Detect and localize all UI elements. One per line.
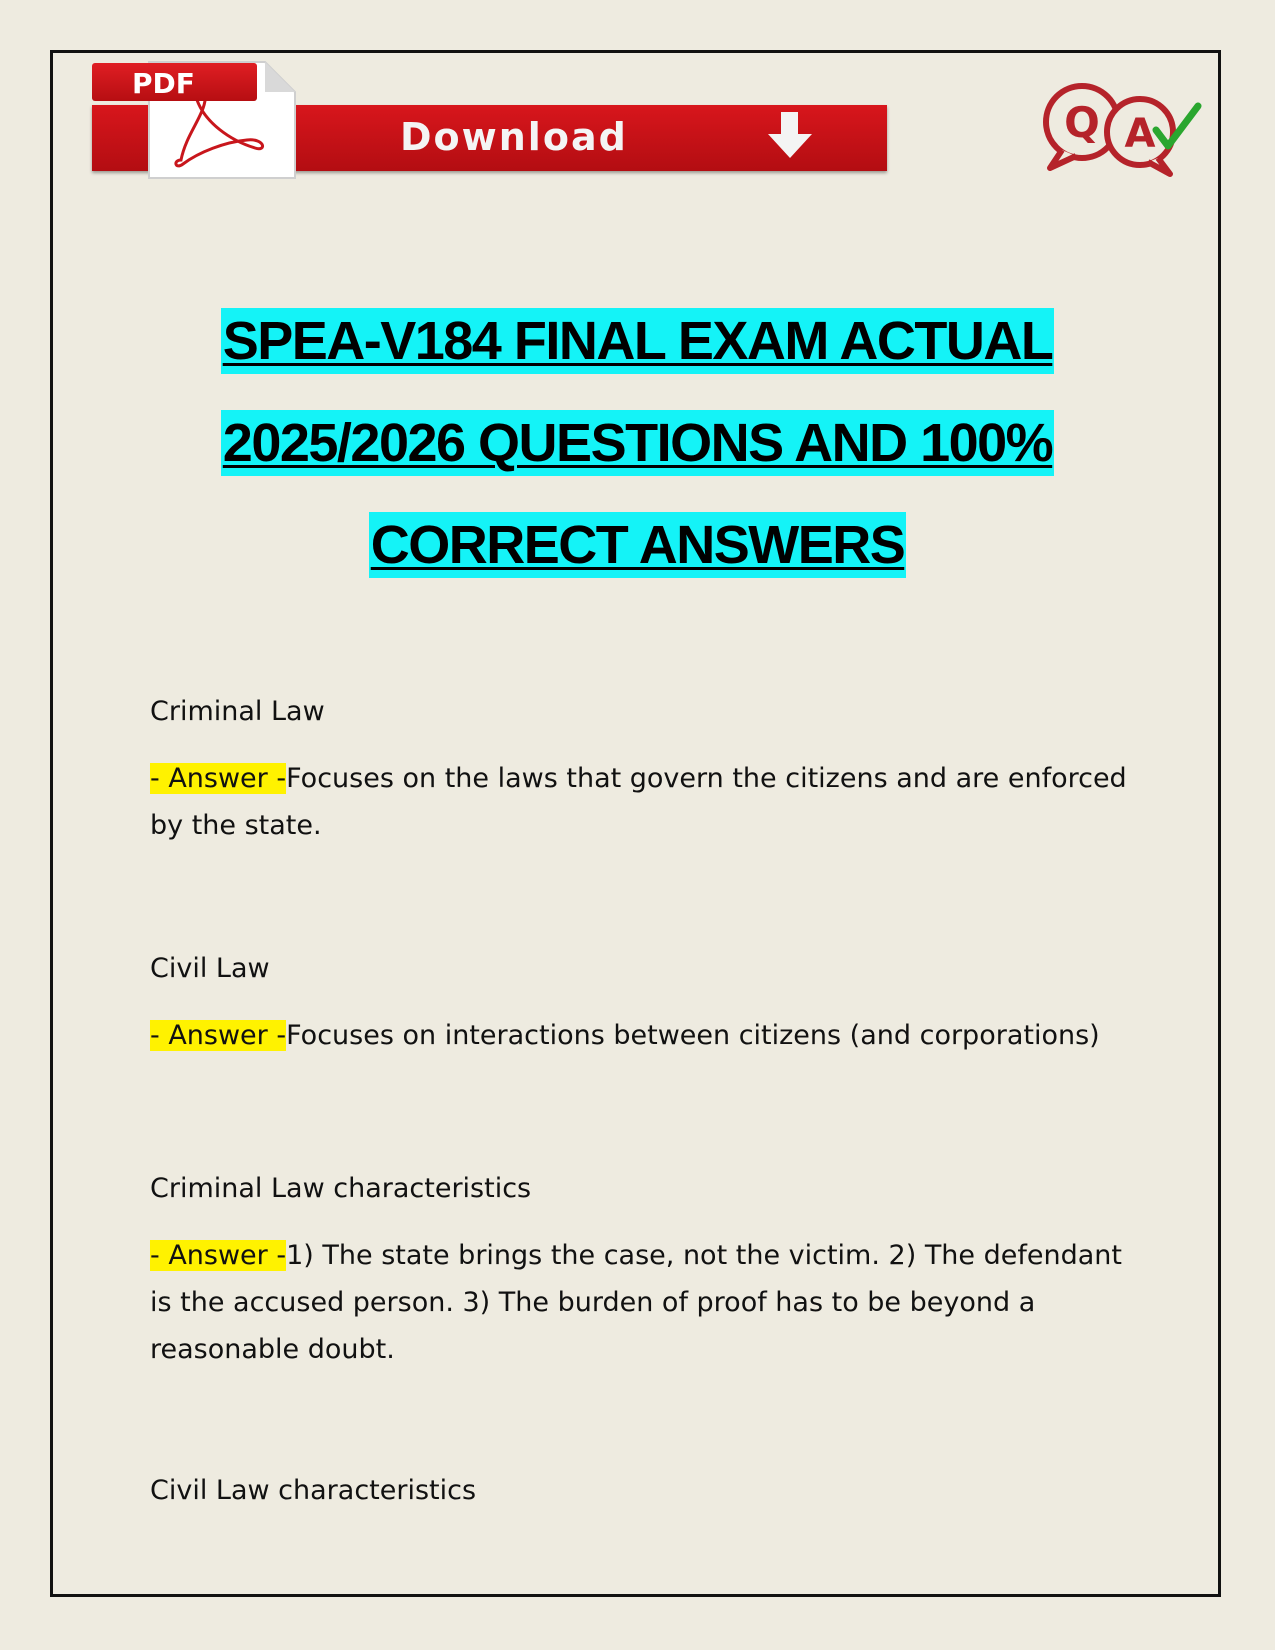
answer-body: Focuses on interactions between citizens (and corporations) xyxy=(286,1020,1100,1051)
answer-body: Focuses on the laws that govern the citizens and are enforced by the state. xyxy=(150,763,1127,841)
title-line-1: SPEA-V184 FINAL EXAM ACTUAL xyxy=(221,308,1055,374)
answer-text xyxy=(150,755,1130,849)
answer-prefix: - Answer - xyxy=(150,763,287,794)
qa-content xyxy=(150,688,1130,1514)
qa-logo-a: A xyxy=(1124,111,1156,157)
pdf-tab xyxy=(92,63,257,101)
question-text: Civil Law xyxy=(150,953,270,984)
answer-text xyxy=(150,1232,1130,1373)
answer-prefix: - Answer - xyxy=(150,1020,287,1051)
qa-item xyxy=(150,945,1130,1059)
download-arrow-icon xyxy=(760,110,820,164)
pdf-download-banner[interactable] xyxy=(92,60,887,185)
answer-text xyxy=(150,1012,1130,1059)
qa-logo-q: Q xyxy=(1064,98,1100,147)
question-text: Civil Law characteristics xyxy=(150,1475,477,1506)
answer-prefix: - Answer - xyxy=(150,1240,287,1271)
question-text: Criminal Law xyxy=(150,696,325,727)
title-line-2: 2025/2026 QUESTIONS AND 100% xyxy=(221,410,1054,476)
pdf-label: PDF xyxy=(132,67,195,100)
answer-body: 1) The state brings the case, not the victim. 2) The defendant is the accused person. 3) The burden of proof has to be beyond a reasonable doubt. xyxy=(150,1240,1122,1365)
question-text: Criminal Law characteristics xyxy=(150,1173,532,1204)
qa-item xyxy=(150,1467,1130,1514)
title-line-3: CORRECT ANSWERS xyxy=(369,512,907,578)
download-label: Download xyxy=(400,115,628,159)
qa-logo-icon xyxy=(1040,80,1210,180)
document-title xyxy=(0,308,1275,614)
qa-item xyxy=(150,688,1130,849)
qa-item xyxy=(150,1165,1130,1373)
